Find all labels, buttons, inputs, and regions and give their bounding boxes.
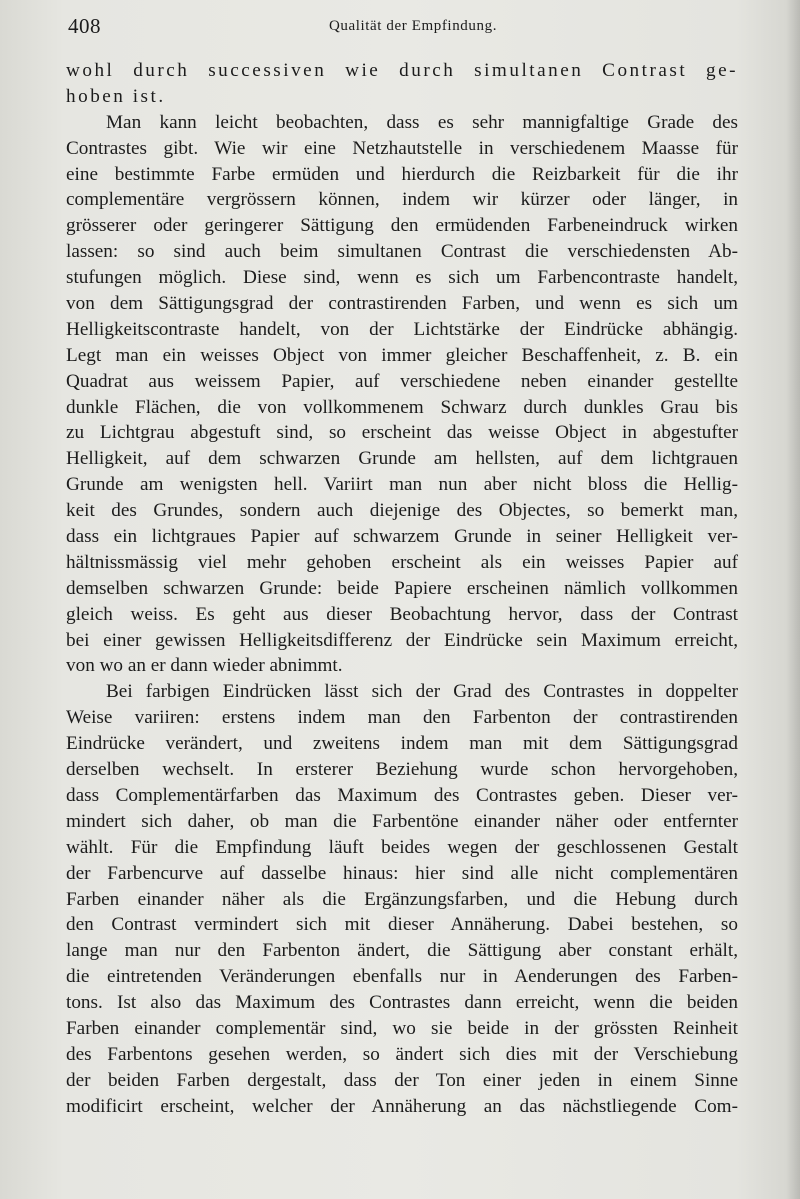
text-line: Helligkeit, auf dem schwarzen Grunde am hellsten, auf dem lichtgrauen <box>66 448 738 470</box>
text-line: zu Lichtgrau abgestuft sind, so erscheint das weisse Object in abgestufter <box>66 422 738 444</box>
text-line: eine bestimmte Farbe ermüden und hierdurch die Reizbarkeit für die ihr <box>66 163 738 185</box>
text-line: dass ein lichtgraues Papier auf schwarzem Grunde in seiner Helligkeit ver- <box>66 526 738 548</box>
running-title: Qualität der Empfindung. <box>328 18 498 34</box>
text-line: lange man nur den Farbenton ändert, die Sättigung aber constant erhält, <box>66 940 738 962</box>
text-line: dass Complementärfarben das Maximum des Contrastes geben. Dieser ver- <box>66 784 738 806</box>
text-line: Eindrücke verändert, und zweitens indem man mit dem Sättigungsgrad <box>66 733 738 755</box>
text-line: mindert sich daher, ob man die Farbentöne einander näher oder entfernter <box>66 810 738 832</box>
text-line: complementäre vergrössern können, indem wir kürzer oder länger, in <box>66 189 738 211</box>
text-line: dunkle Flächen, die von vollkommenem Schwarz durch dunkles Grau bis <box>66 396 738 418</box>
page-edge-shadow <box>786 0 800 1199</box>
paragraph-first-line: Bei farbigen Eindrücken lässt sich der Grad des Contrastes in doppelter <box>106 681 738 703</box>
text-line: grösserer oder geringerer Sättigung den ermüdenden Farbeneindruck wirken <box>66 215 738 237</box>
text-line: Quadrat aus weissem Papier, auf verschiedene neben einander gestellte <box>66 370 738 392</box>
text-line: von wo an er dann wieder abnimmt. <box>66 655 343 677</box>
text-line: hältnissmässig viel mehr gehoben erscheint als ein weisses Papier auf <box>66 551 738 573</box>
text-line: die eintretenden Veränderungen ebenfalls nur in Aenderungen des Farben- <box>66 966 738 988</box>
text-line: wählt. Für die Empfindung läuft beides wegen der geschlossenen Gestalt <box>66 836 738 858</box>
text-line: Legt man ein weisses Object von immer gleicher Beschaffenheit, z. B. ein <box>66 344 738 366</box>
text-line: Weise variiren: erstens indem man den Farbenton der contrastirenden <box>66 707 738 729</box>
text-line: Contrastes gibt. Wie wir eine Netzhautstelle in verschiedenem Maasse für <box>66 137 738 159</box>
text-line: der Farbencurve auf dasselbe hinaus: hier sind alle nicht complementären <box>66 862 738 884</box>
text-line: Farben einander complementär sind, wo sie beide in der grössten Reinheit <box>66 1017 738 1039</box>
text-line: keit des Grundes, sondern auch diejenige des Objectes, so bemerkt man, <box>66 500 738 522</box>
text-line: Helligkeitscontraste handelt, von der Lichtstärke der Eindrücke abhängig. <box>66 318 738 340</box>
page-number: 408 <box>68 14 101 38</box>
text-line: tons. Ist also das Maximum des Contrastes dann erreicht, wenn die beiden <box>66 992 738 1014</box>
paragraph-first-line: Man kann leicht beobachten, dass es sehr mannigfaltige Grade des <box>106 111 738 133</box>
text-line: hoben ist. <box>66 85 166 107</box>
body-text <box>66 58 738 1120</box>
text-line: derselben wechselt. In ersterer Beziehung wurde schon hervorgehoben, <box>66 759 738 781</box>
text-line: des Farbentons gesehen werden, so ändert sich dies mit der Verschiebung <box>66 1043 738 1065</box>
page-header <box>68 14 758 44</box>
text-line: von dem Sättigungsgrad der contrastirenden Farben, und wenn es sich um <box>66 293 738 315</box>
text-line: Farben einander näher als die Ergänzungsfarben, und die Hebung durch <box>66 888 738 910</box>
text-line: bei einer gewissen Helligkeitsdifferenz der Eindrücke sein Maximum erreicht, <box>66 629 738 651</box>
text-line: gleich weiss. Es geht aus dieser Beobachtung hervor, dass der Contrast <box>66 603 738 625</box>
text-line: lassen: so sind auch beim simultanen Contrast die verschiedensten Ab- <box>66 241 738 263</box>
text-line: Grunde am wenigsten hell. Variirt man nun aber nicht bloss die Hellig- <box>66 474 738 496</box>
text-line: der beiden Farben dergestalt, dass der Ton einer jeden in einem Sinne <box>66 1069 738 1091</box>
text-line: wohl durch successiven wie durch simultanen Contrast ge- <box>66 60 738 81</box>
text-line: den Contrast vermindert sich mit dieser Annäherung. Dabei bestehen, so <box>66 914 738 936</box>
text-line: stufungen möglich. Diese sind, wenn es sich um Farbencontraste handelt, <box>66 267 738 289</box>
text-line: demselben schwarzen Grunde: beide Papiere erscheinen nämlich vollkommen <box>66 577 738 599</box>
text-line: modificirt erscheint, welcher der Annäherung an das nächstliegende Com- <box>66 1095 738 1117</box>
